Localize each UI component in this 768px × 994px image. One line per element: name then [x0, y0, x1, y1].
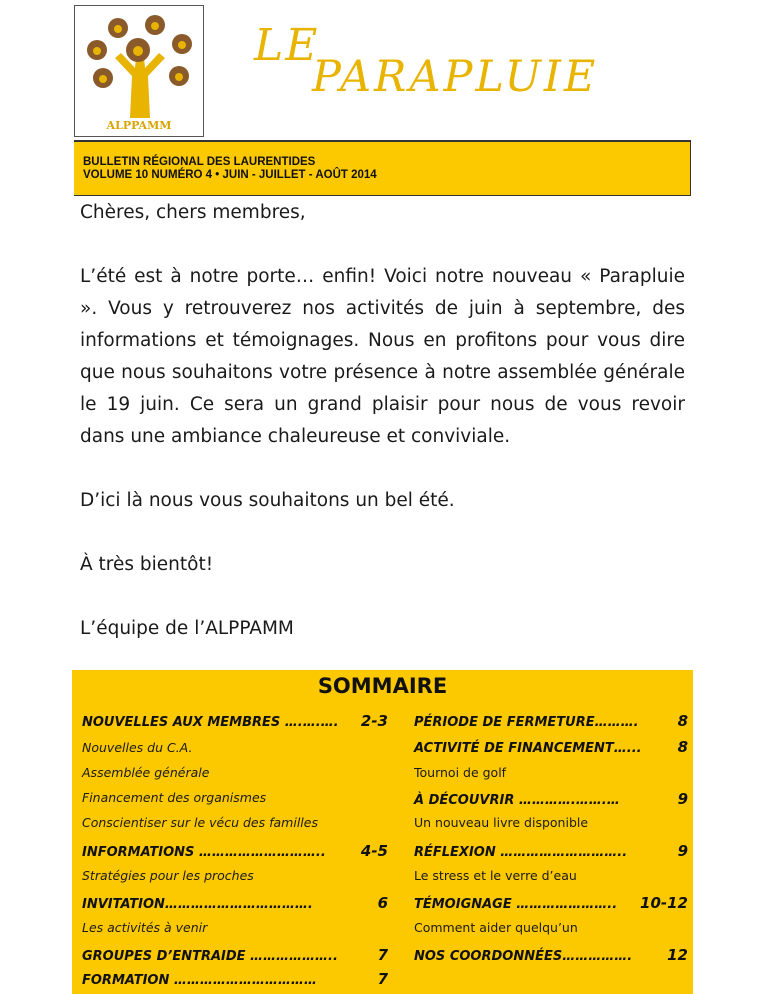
toc-entry-label: RÉFLEXION ……………………….. [414, 845, 628, 860]
toc-entry-reflexion [414, 842, 688, 860]
band-line-2: VOLUME 10 NUMÉRO 4 • JUIN - JUILLET - AOÛT 2014 [83, 169, 377, 181]
toc-entry-page: 2-3 [360, 712, 388, 730]
toc-sub: Le stress et le verre d’eau [414, 868, 577, 883]
toc-entry-label: TÉMOIGNAGE ………………….. [414, 897, 618, 912]
toc-sub: Stratégies pour les proches [82, 868, 254, 883]
letter-signature: L’équipe de l’ALPPAMM [80, 618, 294, 639]
toc-entry-nouvelles [82, 712, 388, 730]
toc-sub: Comment aider quelqu’un [414, 920, 578, 935]
toc-entry-coordonnees [414, 946, 688, 964]
logo [74, 5, 204, 137]
toc-entry-label: ACTIVITÉ DE FINANCEMENT…... [414, 741, 642, 756]
letter-farewell: À très bientôt! [80, 554, 214, 575]
toc-entry-page: 4-5 [360, 842, 388, 860]
toc-entry-label: NOUVELLES AUX MEMBRES ….….…. [82, 715, 339, 730]
toc-sub: Tournoi de golf [414, 765, 507, 780]
toc-sub: Nouvelles du C.A. [82, 740, 193, 755]
toc-entry-label: NOS COORDONNÉES……………. [414, 949, 633, 964]
toc-sub: Un nouveau livre disponible [414, 815, 589, 830]
title-le: LE [254, 20, 320, 71]
toc-entry-activite [414, 738, 688, 756]
toc-entry-label: INVITATION……………………………. [82, 897, 313, 912]
table-of-contents [72, 670, 693, 994]
toc-entry-invitation [82, 894, 388, 912]
toc-entry-label: FORMATION …………………………… [82, 973, 317, 988]
toc-entry-groupes [82, 946, 388, 964]
toc-entry-page: 8 [677, 712, 688, 730]
toc-sub: Financement des organismes [82, 790, 267, 805]
toc-title: SOMMAIRE [317, 674, 448, 698]
bulletin-band [74, 140, 691, 196]
letter [80, 197, 685, 645]
toc-entry-page: 9 [677, 790, 688, 808]
toc-entry-page: 6 [377, 894, 388, 912]
toc-sub: Les activités à venir [82, 920, 208, 935]
toc-entry-page: 9 [677, 842, 688, 860]
toc-entry-label: PÉRIODE DE FERMETURE………. [414, 715, 639, 730]
page-title: PARAPLUIE [312, 52, 599, 102]
toc-entry-page: 7 [377, 946, 388, 964]
toc-entry-periode [414, 712, 688, 730]
toc-entry-informations [82, 842, 388, 860]
toc-entry-formation [82, 970, 388, 988]
toc-entry-label: GROUPES D’ENTRAIDE ……………….. [82, 949, 338, 964]
toc-entry-label: INFORMATIONS ……………………….. [82, 845, 326, 860]
toc-entry-page: 7 [377, 970, 388, 988]
band-line-1: BULLETIN RÉGIONAL DES LAURENTIDES [83, 156, 316, 168]
toc-entry-page: 12 [667, 946, 688, 964]
logo-caption: ALPPAMM [106, 119, 172, 132]
letter-body: L’été est à notre porte… enfin! Voici notre nouveau « Parapluie ». Vous y retrouverez nos activités de juin à septembre, des informations et témoignages. Nous en profitons pour vous dire que nous souhaitons votre présence à notre assemblée générale le 19 juin. Ce sera un grand plaisir pour nous de vous revoir dans une ambiance chaleureuse et conviviale. [80, 266, 685, 447]
letter-wish: D’ici là nous vous souhaitons un bel été. [80, 490, 455, 511]
toc-entry-page: 8 [677, 738, 688, 756]
toc-sub: Conscientiser sur le vécu des familles [82, 815, 318, 830]
greeting: Chères, chers membres, [80, 202, 306, 223]
toc-entry-decouvrir [414, 790, 688, 808]
toc-entry-page: 10-12 [640, 894, 688, 912]
toc-sub: Assemblée générale [82, 765, 210, 780]
toc-entry-temoignage [414, 894, 688, 912]
toc-entry-label: À DÉCOUVRIR ………….…….… [414, 793, 620, 808]
